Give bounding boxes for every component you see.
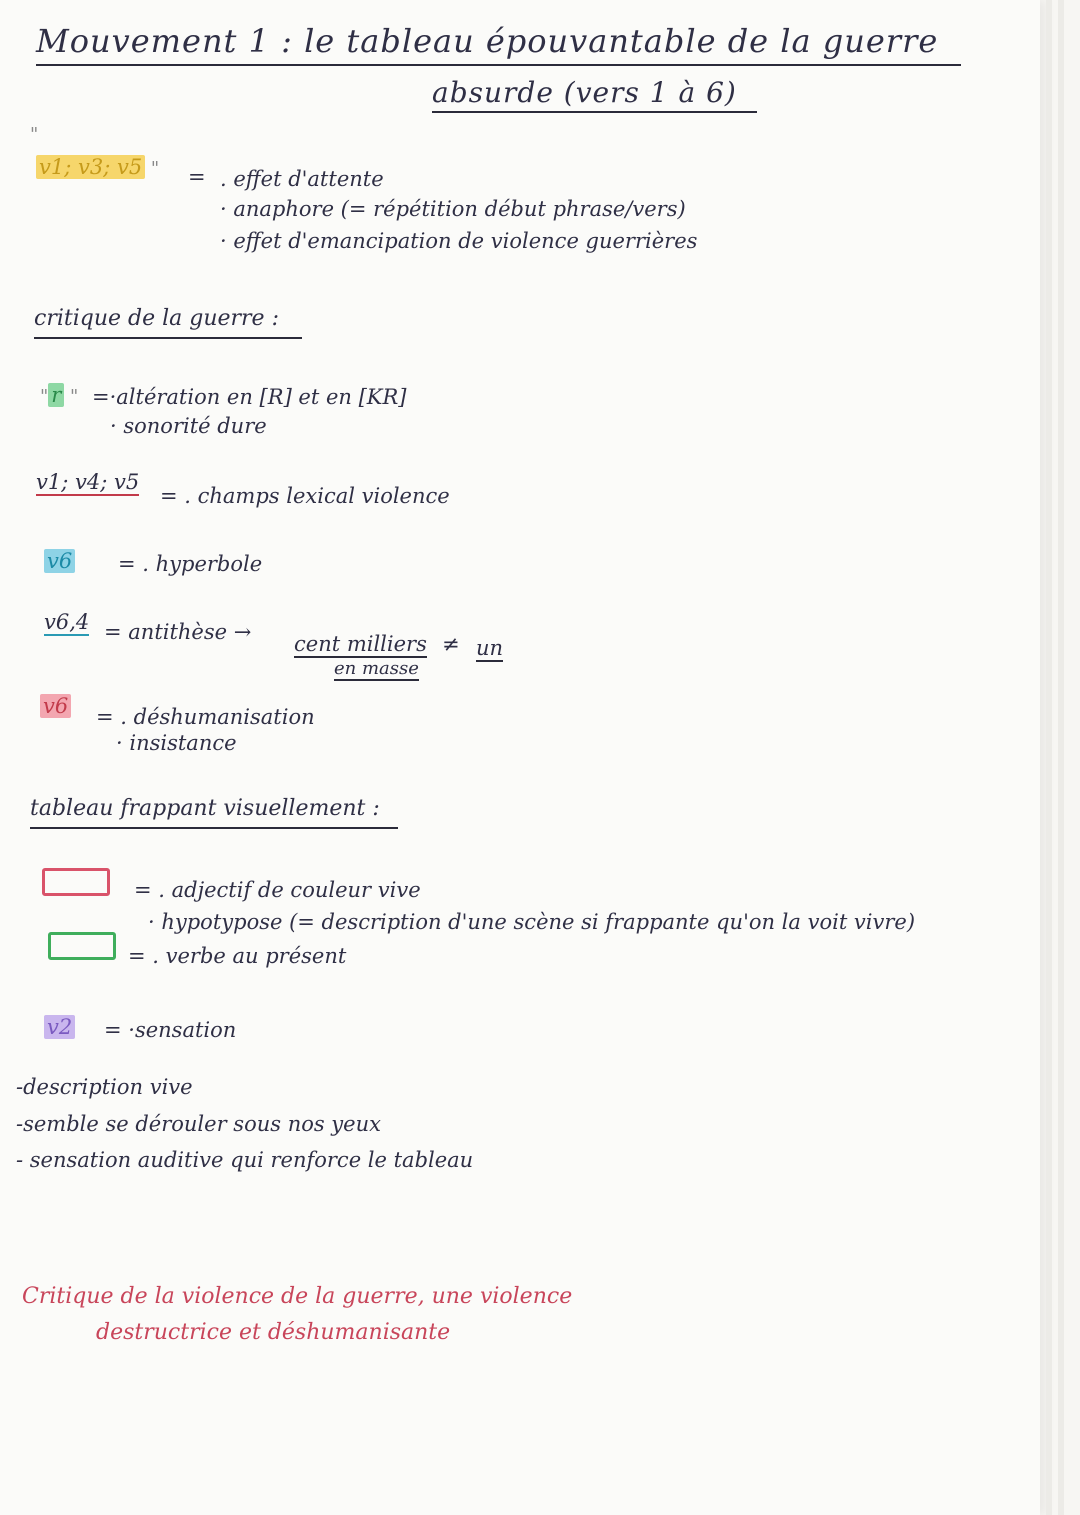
section-heading: critique de la guerre : (34, 306, 302, 339)
note-line: = . verbe au présent (128, 944, 347, 968)
note-line: · hypotypose (= description d'une scène si frappante qu'on la voit vivre) (148, 910, 916, 934)
verse-label: " r " (40, 383, 79, 407)
page-subtitle: absurde (vers 1 à 6) (432, 76, 757, 113)
note-line: · anaphore (= répétition début phrase/vers) (220, 197, 686, 221)
note-line: = ·sensation (104, 1018, 237, 1042)
verse-label: v1; v4; v5 (36, 470, 140, 494)
conclusion-line: Critique de la violence de la guerre, une violence (22, 1284, 573, 1309)
note-line: = . déshumanisation (96, 705, 315, 729)
antithesis-term: cent milliers (294, 632, 427, 656)
equals-sign: = (188, 165, 206, 189)
note-line: · insistance (116, 731, 237, 755)
bullet-line: -description vive (16, 1075, 193, 1099)
quote-mark: " (30, 124, 39, 145)
note-line: = . adjectif de couleur vive (134, 878, 421, 902)
verse-label: v6 (44, 549, 75, 573)
note-line: = . hyperbole (118, 552, 263, 576)
bullet-line: - sensation auditive qui renforce le tableau (16, 1148, 474, 1172)
note-line: = antithèse → (104, 620, 252, 644)
verse-label: v6,4 (44, 610, 90, 634)
antithesis-term: un (476, 636, 504, 660)
page-edge (1046, 0, 1052, 1515)
bullet-line: -semble se dérouler sous nos yeux (16, 1112, 381, 1136)
red-box-icon (42, 868, 110, 896)
section-heading: tableau frappant visuellement : (30, 796, 398, 829)
green-box-icon (48, 932, 116, 960)
note-line: = . champs lexical violence (160, 484, 450, 508)
verse-label: v6 (40, 694, 71, 718)
conclusion-line: destructrice et déshumanisante (96, 1320, 451, 1345)
note-line: · effet d'emancipation de violence guerrières (220, 229, 698, 253)
page-title: Mouvement 1 : le tableau épouvantable de la guerre (36, 22, 961, 66)
antithesis-term: en masse (334, 658, 419, 679)
verse-label: v1; v3; v5 " (36, 155, 159, 179)
note-line: · sonorité dure (110, 414, 267, 438)
page-edge (1058, 0, 1064, 1515)
note-line: . effet d'attente (220, 167, 384, 191)
verse-label: v2 (44, 1015, 75, 1039)
note-line: =·altération en [R] et en [KR] (92, 385, 407, 409)
not-equal-sign: ≠ (442, 632, 460, 656)
